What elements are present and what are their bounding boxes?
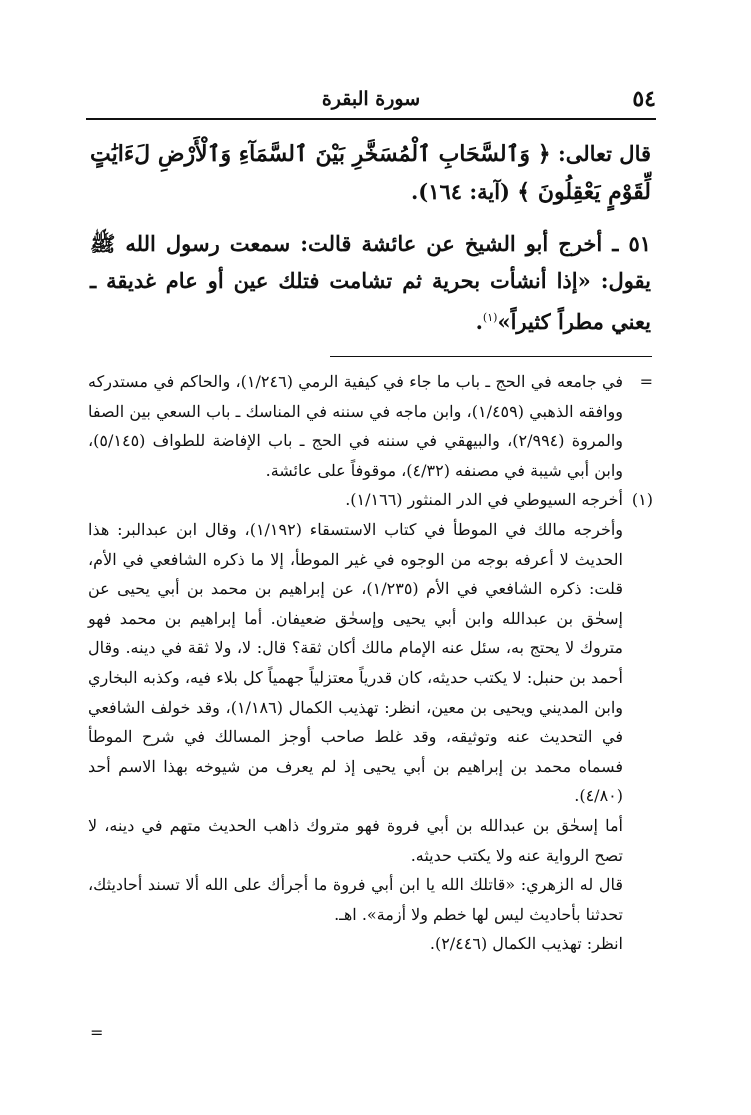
page-number: ٥٤ xyxy=(632,86,656,112)
running-header xyxy=(86,86,656,116)
hadith-intro: أخرج أبو الشيخ عن عائشة قالت: سمعت رسول الله ﷺ يقول: xyxy=(90,231,652,293)
hadith-end: . xyxy=(475,309,483,334)
surah-title: سورة البقرة xyxy=(321,88,421,110)
footnote-1-paragraph: وأخرجه مالك في الموطأ في كتاب الاستسقاء (١/١٩٢)، وقال ابن عبدالبر: هذا الحديث لا أعرفه بوجه من الوجوه في غير الموطأ، إلا ما ذكره الشافعي في الأم، قلت: ذكره الشافعي في الأم (١/٢٣٥)، عن إبراهيم بن محمد بن أبي يحيى عن إسحٰق بن عبدالله وابن أبي يحيى وإسحٰق ضعيفان. أما إبراهيم بن محمد فهو متروك لا يحتج به، سئل عنه الإمام مالك أكان ثقة؟ قال: لا، ولا ثقة في دينه. وقال أحمد بن حنبل: لا يكتب حديثه، كان قدرياً معتزلياً جهمياً كل بلاء فيه، وكذبه البخاري وابن المديني ويحيى بن معين، انظر: تهذيب الكمال (١/١٨٦)، وقد خولف الشافعي في التحديث عنه وتوثيقه، وقد غلط صاحب أوجز المسالك في شرح الموطأ فسماه محمد بن إبراهيم بن أبي يحيى إذ لم يعرف من شيوخه بهذا الاسم أحد (٤/٨٠). xyxy=(88,519,624,806)
verse-intro: قال تعالى: xyxy=(557,141,652,166)
continuation-text: في جامعه في الحج ـ باب ما جاء في كيفية الرمي (١/٢٤٦)، والحاكم في مستدركه ووافقه الذهبي (١/٤٥٩)، وابن ماجه في سننه في المناسك ـ باب السعي بين الصفا والمروة (٢/٩٩٤)، والبيهقي في سننه في الحج ـ باب الإفاضة للطواف (٥/١٤٥)، وابن أبي شيبة في مصنفه (٤/٣٢)، موقوفاً على عائشة. xyxy=(88,372,624,480)
footnote-1 xyxy=(88,485,653,515)
verse-reference: (آية: ١٦٤). xyxy=(410,179,510,204)
verse-paragraph xyxy=(90,135,651,211)
quran-verse: ﴿ وَٱلسَّحَابِ ٱلْمُسَخَّرِ بَيْنَ ٱلسَّمَآءِ وَٱلْأَرْضِ لَءَايَٰتٍ لِّقَوْمٍ يَعْقِلُونَ ﴾ xyxy=(90,141,651,205)
continuation-mark: = xyxy=(639,372,653,391)
footnote-continuation xyxy=(88,367,653,485)
footnote-1-paragraph: أما إسحٰق بن عبدالله بن أبي فروة فهو متروك ذاهب الحديث متهم في دينه، لا تصح الرواية عنه ولا يكتب حديثه. xyxy=(88,815,623,865)
hadith-number: ٥١ ـ xyxy=(612,231,652,256)
footnote-1-line: أخرجه السيوطي في الدر المنثور (١/١٦٦). xyxy=(345,490,623,510)
hadith-paragraph xyxy=(90,225,651,340)
continuation-end-mark: = xyxy=(90,1023,104,1042)
footnote-separator xyxy=(330,356,652,357)
footnote-1-paragraph: انظر: تهذيب الكمال (٢/٤٤٦). xyxy=(429,934,623,954)
header-rule xyxy=(86,118,656,120)
main-text xyxy=(90,135,651,340)
hadith-text: «إذا أنشأت بحرية ثم تشامت فتلك عين أو عام غديقة ـ يعني مطراً كثيراً» xyxy=(90,268,651,334)
footnote-reference: (١) xyxy=(482,311,498,324)
footnotes xyxy=(88,367,653,959)
footnote-1-paragraph: قال له الزهري: «قاتلك الله يا ابن أبي فروة ما أجرأك على الله ألا تسند أحاديثك، تحدثنا بأحاديث ليس لها خطم ولا أزمة». اهـ. xyxy=(88,875,624,924)
footnote-1-mark: (١) xyxy=(631,490,653,510)
